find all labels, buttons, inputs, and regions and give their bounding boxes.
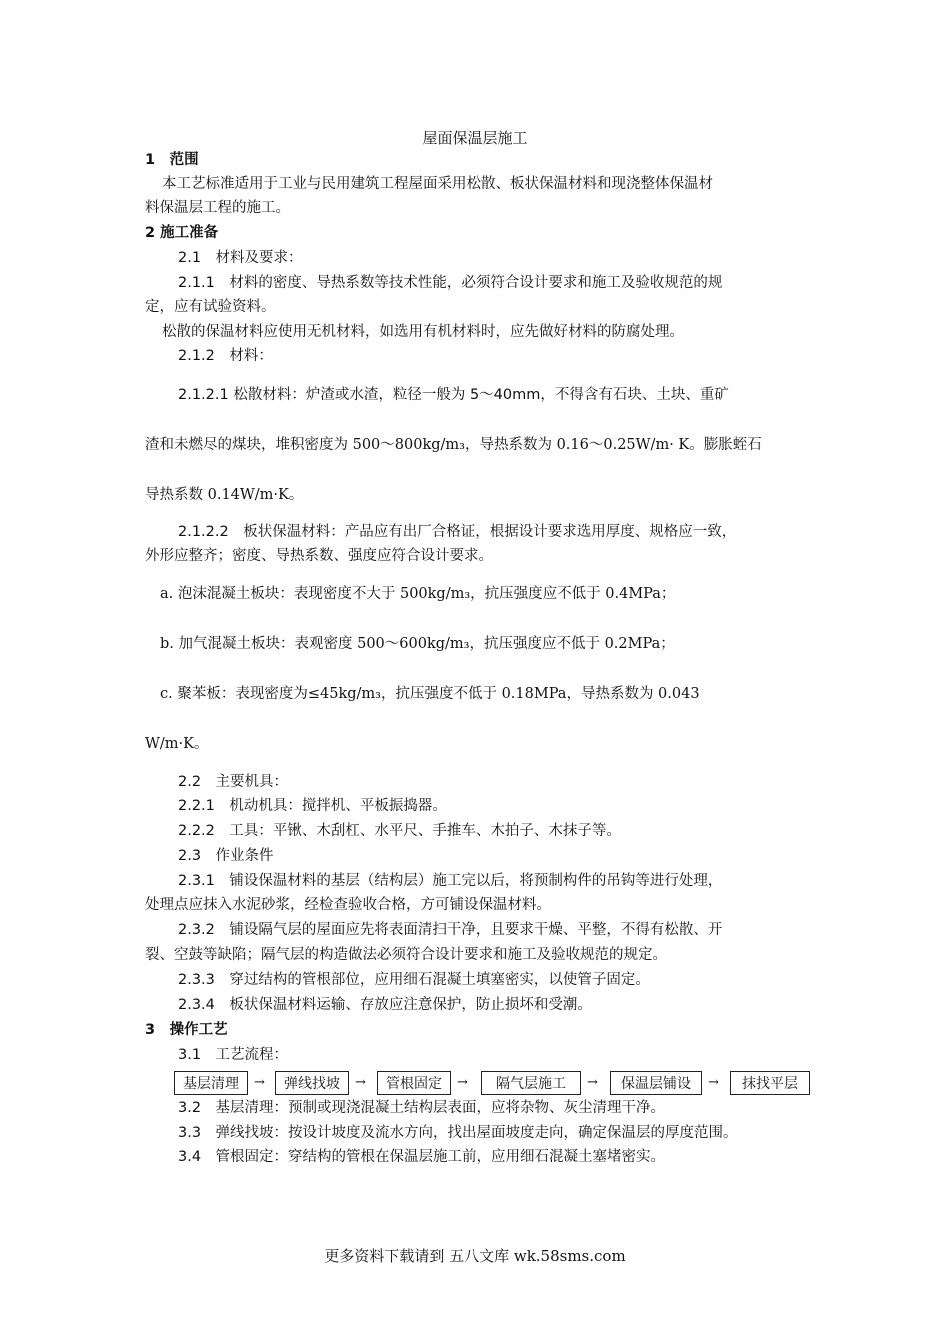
flow-step-box: 管根固定 [377, 1071, 451, 1095]
subsection-heading: 2.2 主要机具： [178, 774, 289, 790]
list-item: b. 加气混凝土板块：表观密度 500～600kg/m₃，抗压强度应不低于 0.2MPa； [160, 636, 675, 652]
paragraph-line: 2.3.4 板状保温材料运输、存放应注意保护，防止损坏和受潮。 [178, 997, 592, 1013]
paragraph-line: 3.3 弹线找坡：按设计坡度及流水方向，找出屋面坡度走向，确定保温层的厚度范围。 [178, 1125, 738, 1141]
subsection-heading: 2.1 材料及要求： [178, 250, 303, 266]
paragraph-line: 料保温层工程的施工。 [145, 200, 290, 216]
flow-arrow: → [254, 1075, 265, 1090]
subsection-heading: 2.1.2 材料： [178, 348, 273, 364]
paragraph-line: 3.4 管根固定：穿结构的管根在保温层施工前，应用细石混凝土塞堵密实。 [178, 1149, 666, 1165]
paragraph-line: 本工艺标准适用于工业与民用建筑工程屋面采用松散、板状保温材料和现浇整体保温材 [162, 176, 713, 192]
list-item: c. 聚苯板：表现密度为≤45kg/m₃，抗压强度不低于 0.18MPa，导热系数为 0.043 [160, 686, 700, 702]
flow-arrow: → [457, 1075, 468, 1090]
paragraph-line: 外形应整齐；密度、导热系数、强度应符合设计要求。 [145, 548, 493, 564]
paragraph-line: 松散的保温材料应使用无机材料，如选用有机材料时，应先做好材料的防腐处理。 [162, 324, 684, 340]
paragraph-line: 2.1.1 材料的密度、导热系数等技术性能，必须符合设计要求和施工及验收规范的规 [178, 275, 723, 291]
flow-step-box: 基层清理 [174, 1071, 248, 1095]
paragraph-line: 渣和未燃尽的煤块，堆积密度为 500～800kg/m₃，导热系数为 0.16～0.25W/m· K。膨胀蛭石 [145, 437, 762, 453]
flow-step-box: 隔气层施工 [481, 1071, 581, 1095]
document-title: 屋面保温层施工 [422, 129, 528, 147]
flow-arrow: → [355, 1075, 366, 1090]
paragraph-line: 裂、空鼓等缺陷；隔气层的构造做法必须符合设计要求和施工及验收规范的规定。 [145, 947, 667, 963]
flow-arrow: → [587, 1075, 598, 1090]
paragraph-line: 导热系数 0.14W/m·K。 [145, 487, 304, 503]
list-item: W/m·K。 [145, 736, 209, 752]
flow-step-box: 保温层铺设 [610, 1071, 702, 1095]
flow-step-box: 弹线找坡 [275, 1071, 349, 1095]
paragraph-line: 3.2 基层清理：预制或现浇混凝土结构层表面，应将杂物、灰尘清理干净。 [178, 1100, 666, 1116]
section-heading-3: 3 操作工艺 [145, 1022, 228, 1038]
paragraph-line: 定，应有试验资料。 [145, 299, 276, 315]
paragraph-line: 2.3.1 铺设保温材料的基层（结构层）施工完以后，将预制构件的吊钩等进行处理， [178, 873, 723, 889]
subsection-heading: 2.3 作业条件 [178, 848, 274, 864]
paragraph-line: 2.2.2 工具：平锹、木刮杠、水平尺、手推车、木拍子、木抹子等。 [178, 823, 621, 839]
paragraph-line: 2.1.2.2 板状保温材料：产品应有出厂合格证，根据设计要求选用厚度、规格应一致， [178, 524, 737, 540]
section-heading-2: 2 施工准备 [145, 225, 219, 241]
flow-arrow: → [708, 1075, 719, 1090]
paragraph-line: 处理点应抹入水泥砂浆，经检查验收合格，方可铺设保温材料。 [145, 897, 551, 913]
paragraph-line: 2.1.2.1 松散材料：炉渣或水渣，粒径一般为 5～40mm，不得含有石块、土块、重矿 [178, 387, 729, 403]
section-heading-1: 1 范围 [145, 152, 199, 168]
footer-text: 更多资料下载请到 五八文库 wk.58sms.com [324, 1247, 626, 1265]
process-flow [174, 1071, 814, 1097]
paragraph-line: 2.2.1 机动机具：搅拌机、平板振捣器。 [178, 798, 447, 814]
subsection-heading: 3.1 工艺流程： [178, 1047, 289, 1063]
paragraph-line: 2.3.2 铺设隔气层的屋面应先将表面清扫干净，且要求干燥、平整，不得有松散、开 [178, 922, 723, 938]
flow-step-box: 抹找平层 [730, 1071, 810, 1095]
paragraph-line: 2.3.3 穿过结构的管根部位，应用细石混凝土填塞密实，以使管子固定。 [178, 972, 650, 988]
list-item: a. 泡沫混凝土板块：表现密度不大于 500kg/m₃，抗压强度应不低于 0.4MPa； [160, 586, 676, 602]
